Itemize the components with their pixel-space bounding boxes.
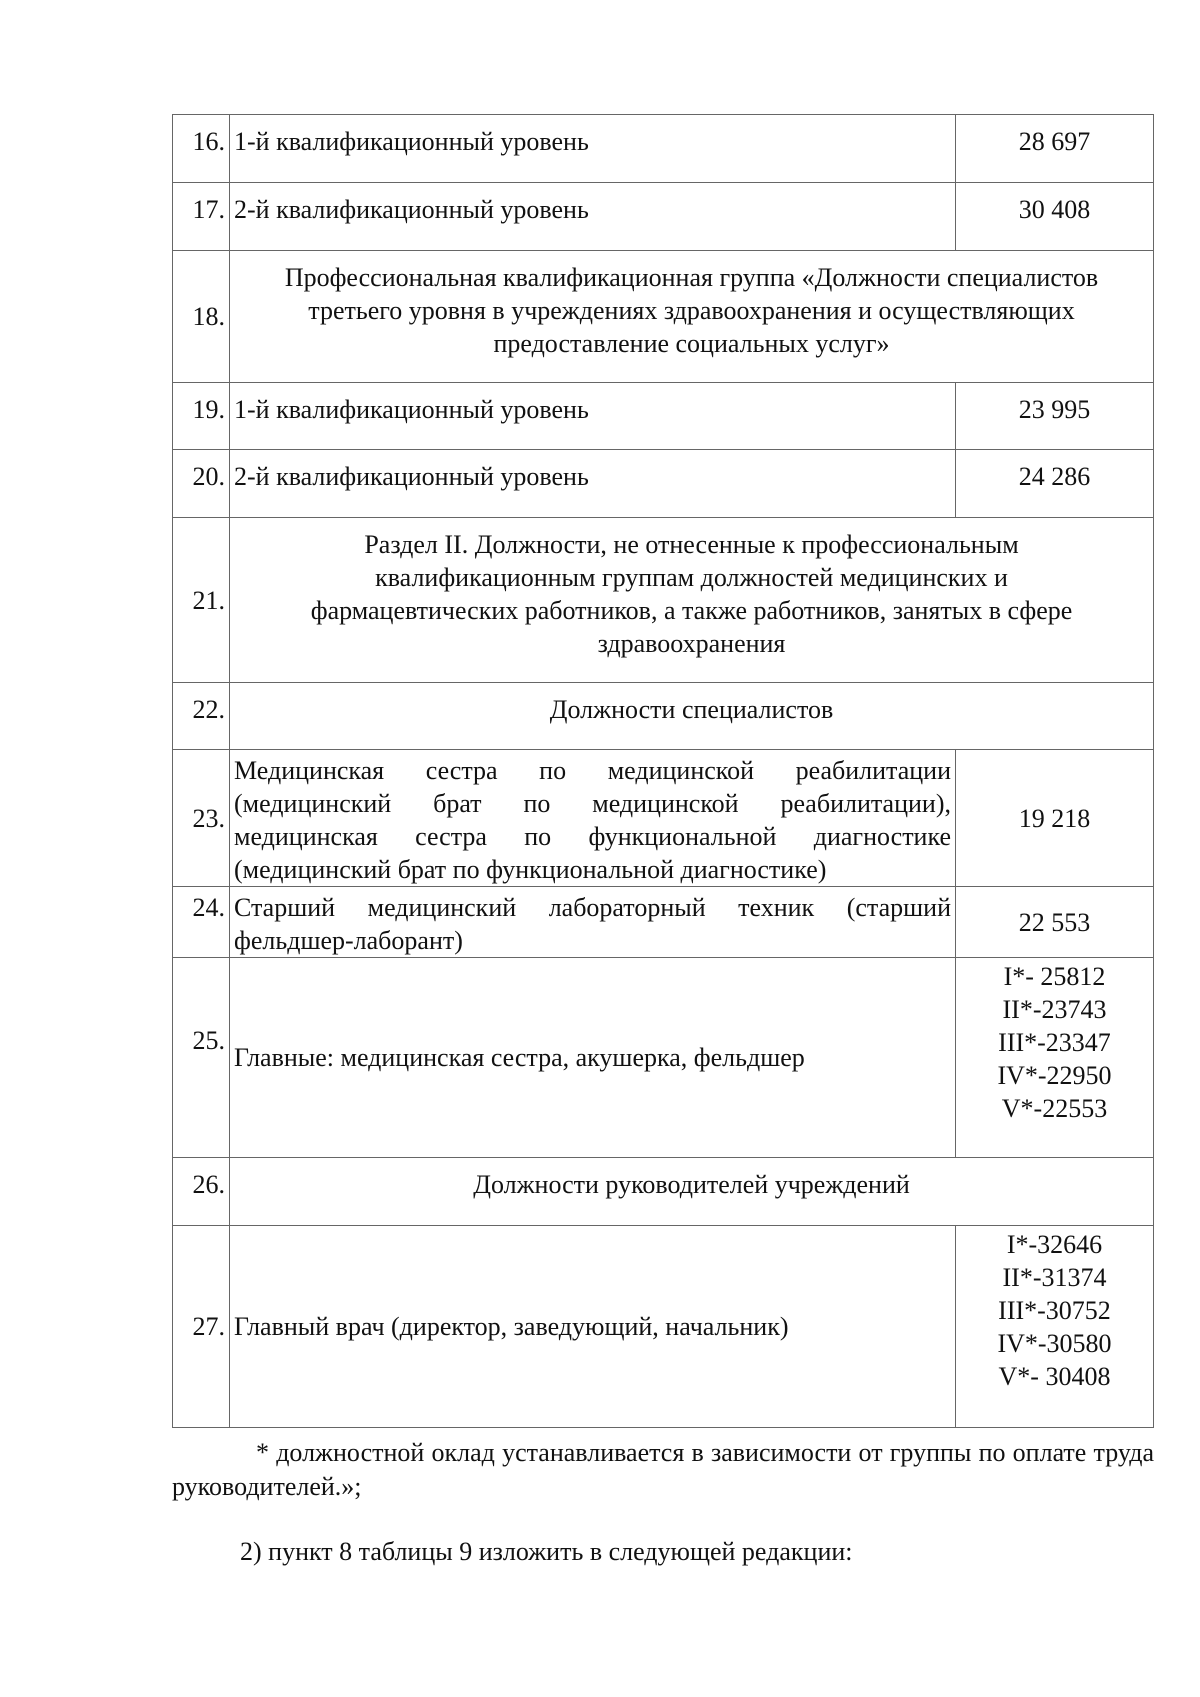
salary-grade: II*-23743: [1002, 995, 1107, 1024]
table-row: [173, 115, 1154, 183]
table-row: [173, 887, 1154, 958]
salary-value: 24 286: [956, 450, 1154, 518]
footnote-text: * должностной оклад устанавливается в зависимости от группы по оплате труда руководителей.»;: [172, 1438, 1154, 1501]
table-row: [173, 1226, 1154, 1428]
position-name: Главный врач (директор, заведующий, начальник): [230, 1226, 956, 1428]
position-name: Главные: медицинская сестра, акушерка, фельдшер: [230, 958, 956, 1158]
salary-grade: III*-23347: [998, 1028, 1111, 1057]
salary-grade: I*-32646: [1006, 1230, 1103, 1259]
salary-grade: II*-31374: [1002, 1263, 1107, 1292]
table-row: [173, 383, 1154, 450]
position-name: Медицинская сестра по медицинской реабилитации (медицинский брат по медицинской реабилитации), медицинская сестра по функциональной диагностике (медицинский брат по функциональной диагностике): [230, 750, 956, 887]
subsection-heading: Должности специалистов: [230, 683, 1154, 750]
row-number: 27.: [173, 1226, 230, 1428]
salary-grade: V*-22553: [1001, 1094, 1108, 1123]
salary-grade: IV*-22950: [997, 1061, 1112, 1090]
row-number: 25.: [173, 958, 230, 1158]
row-number: 17.: [173, 183, 230, 251]
table-row: [173, 251, 1154, 383]
table-row: [173, 1158, 1154, 1226]
table-row: [173, 518, 1154, 683]
salary-grade: I*- 25812: [1003, 962, 1106, 991]
salary-values: [956, 1226, 1154, 1428]
position-name: 2-й квалификационный уровень: [230, 450, 956, 518]
row-number: 23.: [173, 750, 230, 887]
row-number: 19.: [173, 383, 230, 450]
group-heading: Профессиональная квалификационная группа «Должности специалистов третьего уровня в учреждениях здравоохранения и осуществляющих предоставление социальных услуг»: [230, 251, 1154, 383]
table-row: [173, 750, 1154, 887]
salary-value: 19 218: [956, 750, 1154, 887]
position-name: Старший медицинский лабораторный техник (старший фельдшер-лаборант): [230, 887, 956, 958]
section-heading: Раздел II. Должности, не отнесенные к профессиональным квалификационным группам должностей медицинских и фармацевтических работников, а также работников, занятых в сфере здравоохранения: [230, 518, 1154, 683]
row-number: 18.: [173, 251, 230, 383]
subsection-heading: Должности руководителей учреждений: [230, 1158, 1154, 1226]
salary-grade: IV*-30580: [997, 1329, 1112, 1358]
salary-table: [172, 114, 1154, 1428]
row-number: 16.: [173, 115, 230, 183]
row-number: 20.: [173, 450, 230, 518]
table-row: [173, 183, 1154, 251]
salary-value: 22 553: [956, 887, 1154, 958]
salary-grade: III*-30752: [998, 1296, 1111, 1325]
salary-value: 23 995: [956, 383, 1154, 450]
salary-value: 28 697: [956, 115, 1154, 183]
row-number: 22.: [173, 683, 230, 750]
position-name: 1-й квалификационный уровень: [230, 115, 956, 183]
amendment-item: 2) пункт 8 таблицы 9 изложить в следующей редакции:: [240, 1537, 853, 1566]
row-number: 21.: [173, 518, 230, 683]
table-row: [173, 958, 1154, 1158]
table-row: [173, 450, 1154, 518]
table-row: [173, 683, 1154, 750]
position-name: 1-й квалификационный уровень: [230, 383, 956, 450]
salary-value: 30 408: [956, 183, 1154, 251]
row-number: 26.: [173, 1158, 230, 1226]
row-number: 24.: [173, 887, 230, 958]
position-name: 2-й квалификационный уровень: [230, 183, 956, 251]
salary-grade: V*- 30408: [998, 1362, 1111, 1391]
footnote: [172, 1436, 1154, 1504]
salary-values: [956, 958, 1154, 1158]
